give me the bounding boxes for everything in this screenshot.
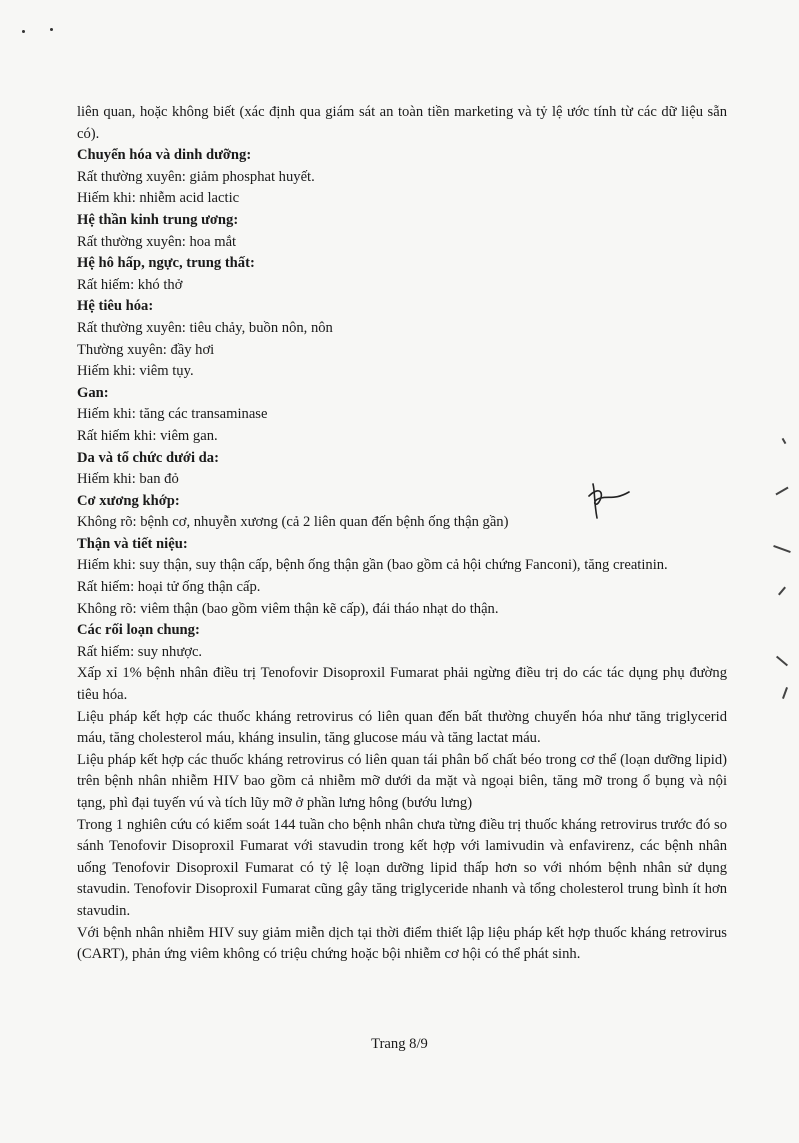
paragraph: Liệu pháp kết hợp các thuốc kháng retrovirus có liên quan đến bất thường chuyển hóa như tăng triglycerid máu, tăng cholesterol máu, kháng insulin, tăng glucose máu và tăng lactat máu. xyxy=(77,708,727,747)
paragraph: Hiếm khi: ban đỏ xyxy=(77,471,179,488)
paragraph: Liệu pháp kết hợp các thuốc kháng retrovirus có liên quan tái phân bố chất béo trong cơ thể (loạn dưỡng lipid) trên bệnh nhân nhiễm HIV bao gồm cả nhiễm mỡ dưới da mặt và ngoại biên, tăng mỡ trong ổ bụng và nội tạng, phì đại tuyến vú và tích lũy mỡ ở phần lưng hông (bướu lưng) xyxy=(77,751,727,811)
paragraph: Rất hiếm khi: viêm gan. xyxy=(77,427,218,444)
section-heading: Thận và tiết niệu: xyxy=(77,535,188,552)
paragraph: Thường xuyên: đầy hơi xyxy=(77,341,215,358)
paragraph: Không rõ: bệnh cơ, nhuyễn xương (cả 2 liên quan đến bệnh ống thận gần) xyxy=(77,514,509,531)
paragraph: Rất thường xuyên: hoa mắt xyxy=(77,233,237,250)
section-heading: Các rối loạn chung: xyxy=(77,622,200,639)
section-heading: Da và tổ chức dưới da: xyxy=(77,449,219,466)
paragraph: Hiếm khi: viêm tụy. xyxy=(77,363,194,380)
document-body xyxy=(77,102,727,966)
handwritten-initial xyxy=(585,478,635,522)
section-heading: Hệ thần kinh trung ương: xyxy=(77,211,239,228)
paragraph: Với bệnh nhân nhiễm HIV suy giảm miễn dịch tại thời điểm thiết lập liệu pháp kết hợp thuốc kháng retrovirus (CART), phản ứng viêm không có triệu chứng hoặc bội nhiễm cơ hội có thể phát sinh. xyxy=(77,924,727,963)
section-heading: Hệ hô hấp, ngực, trung thất: xyxy=(77,255,255,272)
scan-artifact-dots xyxy=(22,26,62,36)
section-heading: Gan: xyxy=(77,384,109,401)
paragraph: Rất hiếm: suy nhược. xyxy=(77,643,203,660)
paragraph: Hiếm khi: tăng các transaminase xyxy=(77,406,268,423)
paragraph: Trong 1 nghiên cứu có kiểm soát 144 tuần cho bệnh nhân chưa từng điều trị thuốc kháng retrovirus trước đó so sánh Tenofovir Disoproxil Fumarat với stavudin trong kết hợp với lamivudin và enfavirenz, các bệnh nhân uống Tenofovir Disoproxil Fumarat có tỷ lệ loạn dưỡng lipid thấp hơn so với nhóm bệnh nhân sử dụng stavudin. Tenofovir Disoproxil Fumarat cũng gây tăng triglyceride nhanh và tổng cholesterol trung bình ít hơn stavudin. xyxy=(77,816,727,919)
paragraph: Không rõ: viêm thận (bao gồm viêm thận kẽ cấp), đái tháo nhạt do thận. xyxy=(77,600,499,617)
page-number: Trang 8/9 xyxy=(371,1036,428,1052)
paragraph: Rất hiếm: khó thở xyxy=(77,276,183,293)
section-heading: Cơ xương khớp: xyxy=(77,492,180,509)
paragraph: Rất thường xuyên: giảm phosphat huyết. xyxy=(77,168,315,185)
paragraph: Hiếm khi: suy thận, suy thận cấp, bệnh ống thận gần (bao gồm cả hội chứng Fanconi), tăng creatinin. xyxy=(77,557,668,574)
section-heading: Chuyển hóa và dinh dưỡng: xyxy=(77,147,252,164)
paragraph: Rất thường xuyên: tiêu chảy, buồn nôn, nôn xyxy=(77,319,333,336)
section-heading: Hệ tiêu hóa: xyxy=(77,298,154,315)
paragraph: Hiếm khi: nhiễm acid lactic xyxy=(77,190,240,207)
paragraph: Rất hiếm: hoại tử ống thận cấp. xyxy=(77,579,261,596)
paragraph: Xấp xỉ 1% bệnh nhân điều trị Tenofovir Disoproxil Fumarat phải ngừng điều trị do các tác dụng phụ đường tiêu hóa. xyxy=(77,665,727,704)
paragraph: liên quan, hoặc không biết (xác định qua giám sát an toàn tiền marketing và tỷ lệ ước tính từ các dữ liệu sẵn có). xyxy=(77,104,727,142)
scan-artifact-edge-marks xyxy=(769,430,799,710)
